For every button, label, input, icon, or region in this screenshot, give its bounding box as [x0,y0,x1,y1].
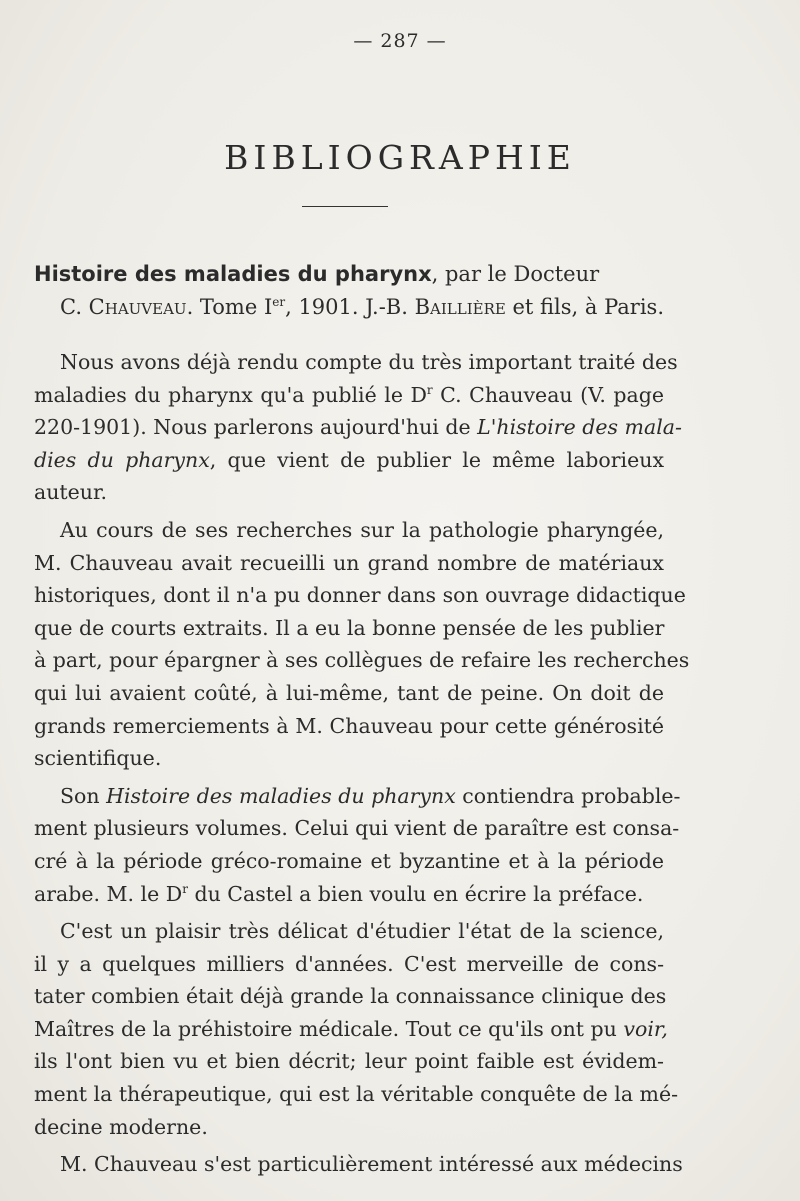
text-span: Maîtres de la préhistoire médicale. Tout ce qu'ils ont pu [34,1016,624,1041]
text-line: tater combien était déjà grande la connaissance clinique des [34,984,667,1009]
text-span: maladies du pharynx qu'a publié le D [34,382,427,407]
text-line [34,780,681,813]
text-line [34,1013,668,1046]
text-line: à part, pour épargner à ses collègues de refaire les recherches [34,648,690,673]
text-line: scientifique. [34,746,162,771]
paragraph-5 [34,1148,683,1181]
text-line: cré à la période gréco-romaine et byzantine et à la période [34,848,664,873]
tome: . Tome I [186,295,273,319]
text-line: Au cours de ses recherches sur la pathologie pharyngée, [60,517,664,542]
publisher-rest: et fils, à Paris. [505,295,665,319]
text-line: que de courts extraits. Il a eu la bonne pensée de les publier [34,615,665,640]
text-line [34,878,664,911]
italic-word: voir, [623,1016,668,1041]
citation-line-2 [34,291,670,324]
text-line: C'est un plaisir très délicat d'étudier l'état de la science, [60,919,664,944]
section-title: BIBLIOGRAPHIE [224,138,576,177]
text-line: qui lui avaient coûté, à lui-même, tant de peine. On doit de [34,680,664,705]
author-initial: C. [60,295,89,319]
text-line: ment plusieurs volumes. Celui qui vient de paraître est consa- [34,816,680,841]
text-line [34,411,682,444]
text-line: historiques, dont il n'a pu donner dans son ouvrage didactique [34,583,686,608]
text-line: grands remerciements à M. Chauveau pour cette générosité [34,713,664,738]
text-line: ment la thérapeutique, qui est la véritable conquête de la mé- [34,1082,679,1107]
superscript: r [182,881,188,896]
superscript: r [426,382,433,397]
text-line [34,379,664,412]
text-line: Nous avons déjà rendu compte du très important traité des [60,350,678,374]
paragraph-3 [34,780,681,910]
text-line: M. Chauveau avait recueilli un grand nombre de matériaux [34,550,664,575]
text-span: arabe. M. le D [34,881,183,906]
text-line: ils l'ont bien vu et bien décrit; leur point faible est évidem- [34,1049,664,1074]
paragraph-1 [34,346,682,509]
italic-title: Histoire des maladies du pharynx [106,783,456,808]
text-span: 220-1901). Nous parlerons aujourd'hui de [34,415,478,440]
text-span: , que vient de publier le même laborieux [209,447,665,472]
paragraph-2 [34,514,690,775]
text-line: auteur. [34,480,108,505]
citation-byline: , par le Docteur [431,262,600,286]
text-line: M. Chauveau s'est particulièrement intéressé aux médecins [60,1152,683,1177]
page-number: — 287 — [353,30,447,52]
text-line: decine moderne. [34,1114,208,1139]
paragraph-4 [34,915,679,1143]
publication-year: , 1901. J.-B. [285,295,415,319]
italic-title: dies du pharynx [34,447,210,472]
italic-title: L'histoire des mala- [477,415,682,440]
text-span: du Castel a bien voulu en écrire la préface. [187,881,644,906]
text-line [34,444,664,477]
book-citation [34,258,670,324]
author-name: Chauveau [88,295,187,319]
review-body [34,346,690,1181]
text-span: contiendra probable- [455,783,681,808]
title-divider [302,206,388,207]
tome-superscript: er [272,295,286,309]
publisher-name: Baillière [414,295,506,319]
text-line: il y a quelques milliers d'années. C'est merveille de cons- [34,951,664,976]
text-span: Son [60,783,107,808]
book-title: Histoire des maladies du pharynx [34,262,432,286]
citation-line-1 [34,258,670,291]
text-span: C. Chauveau (V. page [432,382,664,407]
